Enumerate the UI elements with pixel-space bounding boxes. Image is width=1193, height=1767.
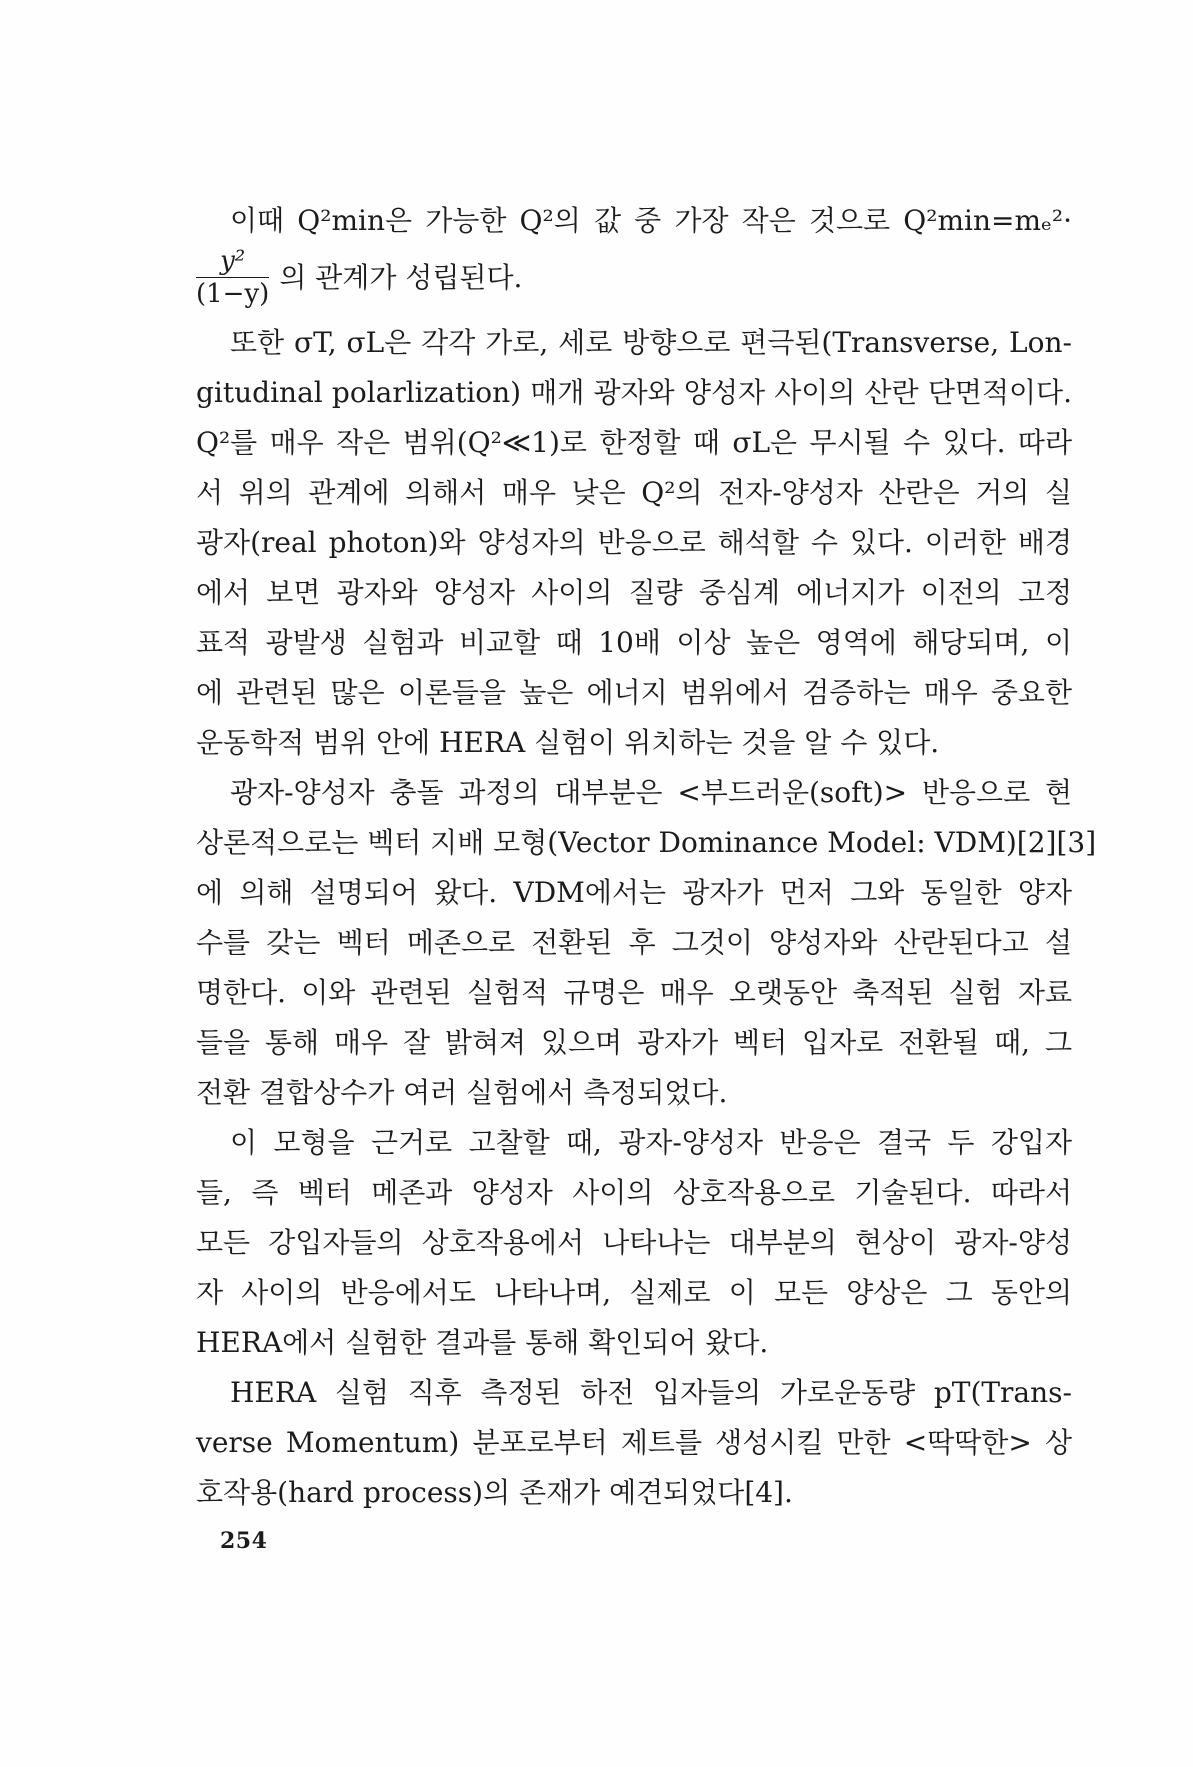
paragraph-3-line-2: 상론적으로는 벡터 지배 모형(Vector Dominance Model: VDM)[2][3] bbox=[196, 826, 1097, 859]
paragraph-4-line-4: 자 사이의 반응에서도 나타나며, 실제로 이 모든 양상은 그 동안의 bbox=[196, 1276, 1072, 1309]
paragraph-4-line-5: HERA에서 실험한 결과를 통해 확인되어 왔다. bbox=[196, 1326, 769, 1359]
paragraph-1-line-2 bbox=[196, 246, 1072, 318]
paragraph-2-line-5: 광자(real photon)와 양성자의 반응으로 해석할 수 있다. 이러한 배경 bbox=[196, 526, 1072, 559]
paragraph-2-line-4: 서 위의 관계에 의해서 매우 낮은 Q²의 전자-양성자 산란은 거의 실 bbox=[196, 476, 1072, 509]
paragraph-1-line-1: 이때 Q²min은 가능한 Q²의 값 중 가장 작은 것으로 Q²min=mₑ²· bbox=[230, 204, 1072, 237]
paragraph-2-line-6: 에서 보면 광자와 양성자 사이의 질량 중심계 에너지가 이전의 고정 bbox=[196, 576, 1072, 609]
paragraph-5-line-1: HERA 실험 직후 측정된 하전 입자들의 가로운동량 pT(Trans- bbox=[230, 1376, 1072, 1409]
paragraph-2-line-2: gitudinal polarlization) 매개 광자와 양성자 사이의 산란 단면적이다. bbox=[196, 376, 1072, 409]
paragraph-3-line-7: 전환 결합상수가 여러 실험에서 측정되었다. bbox=[196, 1076, 728, 1109]
fraction-numerator: y² bbox=[196, 246, 269, 278]
paragraph-4-line-3: 모든 강입자들의 상호작용에서 나타나는 대부분의 현상이 광자-양성 bbox=[196, 1226, 1072, 1259]
paragraph-5-line-3: 호작용(hard process)의 존재가 예견되었다[4]. bbox=[196, 1476, 793, 1509]
paragraph-1-line-2-text: 의 관계가 성립된다. bbox=[279, 260, 523, 294]
paragraph-3-line-6: 들을 통해 매우 잘 밝혀져 있으며 광자가 벡터 입자로 전환될 때, 그 bbox=[196, 1026, 1072, 1059]
paragraph-2-line-7: 표적 광발생 실험과 비교할 때 10배 이상 높은 영역에 해당되며, 이 bbox=[196, 626, 1072, 659]
paragraph-2-line-8: 에 관련된 많은 이론들을 높은 에너지 범위에서 검증하는 매우 중요한 bbox=[196, 676, 1072, 709]
fraction bbox=[196, 246, 269, 309]
paragraph-3-line-5: 명한다. 이와 관련된 실험적 규명은 매우 오랫동안 축적된 실험 자료 bbox=[196, 976, 1072, 1009]
body-text bbox=[196, 196, 1097, 1518]
paragraph-4-line-1: 이 모형을 근거로 고찰할 때, 광자-양성자 반응은 결국 두 강입자 bbox=[230, 1126, 1072, 1159]
paragraph-2-line-1: 또한 σT, σL은 각각 가로, 세로 방향으로 편극된(Transverse, Lon- bbox=[230, 326, 1072, 359]
page-number: 254 bbox=[220, 1528, 268, 1554]
paragraph-3-line-4: 수를 갖는 벡터 메존으로 전환된 후 그것이 양성자와 산란된다고 설 bbox=[196, 926, 1072, 959]
paragraph-2-line-9: 운동학적 범위 안에 HERA 실험이 위치하는 것을 알 수 있다. bbox=[196, 726, 940, 759]
paragraph-5-line-2: verse Momentum) 분포로부터 제트를 생성시킬 만한 <딱딱한> 상 bbox=[196, 1426, 1072, 1459]
paragraph-2-line-3: Q²를 매우 작은 범위(Q²≪1)로 한정할 때 σL은 무시될 수 있다. 따라 bbox=[196, 426, 1072, 459]
paragraph-3-line-3: 에 의해 설명되어 왔다. VDM에서는 광자가 먼저 그와 동일한 양자 bbox=[196, 876, 1072, 909]
paragraph-3-line-1: 광자-양성자 충돌 과정의 대부분은 <부드러운(soft)> 반응으로 현 bbox=[230, 776, 1072, 809]
fraction-denominator: (1−y) bbox=[196, 279, 270, 309]
paragraph-4-line-2: 들, 즉 벡터 메존과 양성자 사이의 상호작용으로 기술된다. 따라서 bbox=[196, 1176, 1072, 1209]
